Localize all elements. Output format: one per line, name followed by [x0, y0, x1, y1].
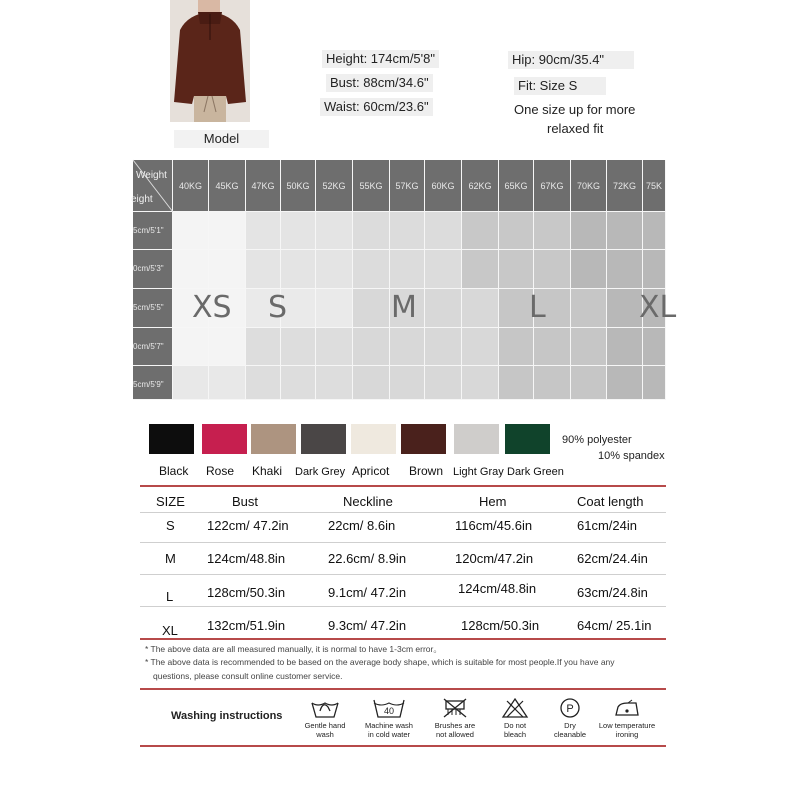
grid-weight-label: Weight	[136, 170, 167, 181]
wash-label: ironing	[615, 730, 639, 739]
size-label-xs: XS	[192, 290, 232, 325]
size-grid-cell	[499, 212, 534, 250]
color-swatch-light-gray	[454, 424, 499, 454]
size-grid-cell	[173, 366, 209, 400]
size-grid-cell	[462, 289, 499, 328]
size-grid-cell	[534, 366, 571, 400]
height-header: 5cm/5'5"	[133, 289, 173, 328]
weight-header: 55KG	[353, 160, 390, 212]
size-grid-cell	[499, 328, 534, 366]
size-label-xl: XL	[639, 290, 677, 325]
size-grid-cell	[281, 328, 316, 366]
measure-cell: 122cm/ 47.2in	[207, 518, 289, 533]
size-grid-cell	[246, 212, 281, 250]
no-bleach-icon	[498, 697, 532, 719]
color-name: Dark Grey	[295, 466, 346, 478]
size-grid-cell	[173, 212, 209, 250]
measure-cell: 124cm/48.8in	[458, 581, 537, 596]
measure-cell: 120cm/47.2in	[455, 551, 534, 566]
size-grid-cell	[643, 212, 666, 250]
material-spandex: 10% spandex	[598, 450, 665, 462]
table-top-rule	[140, 485, 666, 487]
measure-cell: 22.6cm/ 8.9in	[328, 551, 407, 566]
color-name: Khaki	[252, 464, 283, 478]
measure-cell: 22cm/ 8.6in	[328, 518, 396, 533]
color-name: Black	[159, 464, 189, 478]
size-grid-cell	[425, 250, 462, 289]
color-name: Dark Green	[507, 466, 564, 478]
measure-cell: 9.1cm/ 47.2in	[328, 585, 407, 600]
color-swatch-khaki	[251, 424, 296, 454]
color-name: Brown	[409, 464, 444, 478]
grid-corner-header	[133, 160, 173, 212]
model-photo	[170, 0, 250, 122]
weight-header: 50KG	[281, 160, 316, 212]
size-label-s: S	[268, 290, 288, 325]
weight-header: 52KG	[316, 160, 353, 212]
weight-header: 47KG	[246, 160, 281, 212]
height-header: 0cm/5'7"	[133, 328, 173, 366]
size-grid-cell	[607, 328, 643, 366]
svg-text:40: 40	[383, 706, 395, 716]
size-grid-cell	[462, 250, 499, 289]
measure-cell: 64cm/ 25.1in	[577, 618, 652, 633]
size-grid-cell	[246, 250, 281, 289]
wash-bottom-rule	[140, 745, 666, 747]
wash-label: Machine wash	[365, 721, 413, 730]
wash-label: not allowed	[436, 730, 474, 739]
measure-cell: 132cm/51.9in	[207, 618, 286, 633]
size-grid-cell	[643, 250, 666, 289]
dry-clean-icon	[553, 697, 587, 719]
size-chart-grid	[131, 160, 677, 400]
table-row-divider	[140, 512, 666, 513]
size-grid-cell	[425, 212, 462, 250]
size-grid-cell	[607, 212, 643, 250]
size-grid-cell	[281, 250, 316, 289]
grid-height-label: eight	[131, 194, 153, 205]
color-swatch-dark-green	[505, 424, 550, 454]
measure-cell: 128cm/50.3in	[207, 585, 286, 600]
size-grid-cell	[353, 328, 390, 366]
size-grid-cell	[390, 250, 425, 289]
size-grid-cell	[316, 328, 353, 366]
size-grid-cell	[173, 250, 209, 289]
size-label-m: M	[391, 290, 417, 325]
size-grid-cell	[209, 328, 246, 366]
table-header: Bust	[232, 494, 259, 509]
color-name: Rose	[206, 464, 235, 478]
color-swatch-dark-grey	[301, 424, 346, 454]
washing-title: Washing instructions	[171, 710, 283, 722]
weight-header: 57KG	[390, 160, 425, 212]
table-row-divider	[140, 574, 666, 575]
size-grid-cell	[173, 328, 209, 366]
measure-cell: 62cm/24.4in	[577, 551, 648, 566]
model-hip: Hip: 90cm/35.4"	[508, 51, 634, 69]
size-label-l: L	[529, 290, 546, 325]
svg-text:P: P	[566, 703, 574, 715]
weight-header: 75K	[643, 160, 666, 212]
size-grid-cell	[607, 250, 643, 289]
size-grid-cell	[462, 328, 499, 366]
weight-header: 60KG	[425, 160, 462, 212]
size-grid-cell	[607, 366, 643, 400]
size-grid-cell	[390, 366, 425, 400]
measure-cell: 61cm/24in	[577, 518, 637, 533]
size-grid-cell	[571, 328, 607, 366]
weight-header: 40KG	[173, 160, 209, 212]
weight-header: 62KG	[462, 160, 499, 212]
model-fit: Fit: Size S	[514, 77, 606, 95]
size-grid-cell	[425, 289, 462, 328]
size-grid-cell	[316, 212, 353, 250]
size-grid-cell	[390, 328, 425, 366]
table-header: SIZE	[156, 494, 185, 509]
measure-cell: 128cm/50.3in	[461, 618, 540, 633]
wash-label: cleanable	[553, 730, 587, 739]
size-cell: L	[166, 589, 174, 604]
weight-header: 72KG	[607, 160, 643, 212]
note-customer-service: questions, please consult online customer service.	[153, 671, 343, 681]
size-grid-cell	[425, 366, 462, 400]
wash-label: Low temperature	[598, 721, 656, 730]
measure-cell: 124cm/48.8in	[207, 551, 286, 566]
color-swatch-apricot	[351, 424, 396, 454]
size-grid-cell	[353, 289, 390, 328]
measure-cell: 63cm/24.8in	[577, 585, 648, 600]
wash-label: Gentle hand	[304, 721, 346, 730]
size-grid-cell	[316, 289, 353, 328]
size-grid-cell	[643, 366, 666, 400]
color-swatch-brown	[401, 424, 446, 454]
size-grid-cell	[353, 212, 390, 250]
wash-label: Do not	[503, 721, 527, 730]
size-grid-cell	[316, 250, 353, 289]
size-grid-cell	[534, 212, 571, 250]
color-swatch-rose	[202, 424, 247, 454]
model-bust: Bust: 88cm/34.6"	[326, 74, 433, 92]
size-grid-cell	[534, 328, 571, 366]
weight-header: 67KG	[534, 160, 571, 212]
table-bottom-rule	[140, 638, 666, 640]
fit-note-line2: relaxed fit	[547, 121, 604, 136]
color-swatch-black	[149, 424, 194, 454]
size-grid-cell	[209, 212, 246, 250]
model-height: Height: 174cm/5'8"	[322, 50, 439, 68]
color-name: Light Gray	[453, 466, 504, 478]
size-grid-cell	[643, 328, 666, 366]
size-grid-cell	[425, 328, 462, 366]
size-grid-cell	[534, 250, 571, 289]
measure-cell: 9.3cm/ 47.2in	[328, 618, 407, 633]
color-name: Apricot	[352, 464, 390, 478]
size-grid-cell	[571, 366, 607, 400]
wash-label: wash	[316, 730, 334, 739]
size-grid-cell	[353, 250, 390, 289]
size-grid-cell	[462, 212, 499, 250]
note-measurement-error: * The above data are all measured manually, it is normal to have 1-3cm error。	[145, 644, 442, 654]
weight-header: 65KG	[499, 160, 534, 212]
size-grid-cell	[607, 289, 643, 328]
height-header: 5cm/5'1"	[133, 212, 173, 250]
note-recommendation: * The above data is recommended to be based on the average body shape, which is suitable for most people.If you have any	[145, 657, 615, 667]
size-grid-cell	[499, 366, 534, 400]
size-grid-cell	[281, 212, 316, 250]
size-grid-cell	[281, 366, 316, 400]
weight-header: 70KG	[571, 160, 607, 212]
size-grid-cell	[571, 250, 607, 289]
wash-label: bleach	[503, 730, 527, 739]
measure-cell: 116cm/45.6in	[455, 518, 533, 533]
size-grid-cell	[571, 212, 607, 250]
table-header: Neckline	[343, 494, 393, 509]
wash-label: Dry	[564, 721, 576, 730]
model-caption: Model	[174, 130, 269, 148]
size-grid-cell	[316, 366, 353, 400]
size-grid-cell	[353, 366, 390, 400]
wash-label: Brushes are	[434, 721, 476, 730]
size-grid-cell	[209, 250, 246, 289]
size-grid-cell	[499, 250, 534, 289]
size-grid-cell	[462, 366, 499, 400]
fit-note-line1: One size up for more	[514, 102, 636, 117]
size-grid-cell	[246, 328, 281, 366]
model-waist: Waist: 60cm/23.6"	[320, 98, 433, 116]
table-header: Hem	[479, 494, 507, 509]
iron-low-icon	[610, 697, 644, 719]
size-cell: S	[166, 518, 175, 533]
no-brush-icon	[438, 697, 472, 719]
height-header: 0cm/5'3"	[133, 250, 173, 289]
wash-top-rule	[140, 688, 666, 690]
size-cell: M	[165, 551, 176, 566]
size-grid-cell	[571, 289, 607, 328]
weight-header: 45KG	[209, 160, 246, 212]
machine-wash-icon	[372, 697, 406, 719]
table-header: Coat length	[577, 494, 644, 509]
size-grid-cell	[209, 366, 246, 400]
wash-label: in cold water	[367, 730, 411, 739]
table-row-divider	[140, 542, 666, 543]
hand-wash-icon	[308, 697, 342, 719]
size-grid-cell	[246, 366, 281, 400]
material-polyester: 90% polyester	[562, 434, 632, 446]
size-grid-cell	[390, 212, 425, 250]
height-header: 5cm/5'9"	[133, 366, 173, 400]
table-row-divider	[140, 606, 666, 607]
size-cell: XL	[162, 623, 178, 638]
